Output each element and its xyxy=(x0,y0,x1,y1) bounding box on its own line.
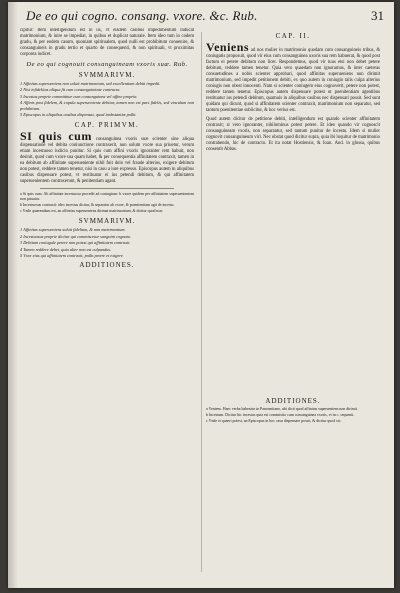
chapter-heading: CAP. PRIMVM. xyxy=(74,121,140,130)
summary-heading: SVMMARIVM. xyxy=(78,71,136,79)
summary-item: 3 Debitum coniugale petere non potest qui affinitatem contraxit. xyxy=(20,240,131,246)
chapter-dropcap: Veniens xyxy=(206,40,250,54)
page-fold-shadow xyxy=(8,2,18,588)
rubric-lemma: De eo qui cognouit consanguineam vxoris suæ. Rub. xyxy=(26,61,188,68)
summary-item: 4 Affinis post fidelem, & copula superueniente debitur, tamen non est pars fidelis, sed vinculum non prohibitum. xyxy=(20,100,194,111)
gloss-note: c Vnde quærendum est, an affinitas superueniens dirimat matrimonium, & dicitur quod non. xyxy=(20,209,164,214)
chapter-dropcap: SI quis cum xyxy=(20,129,92,144)
gloss-note: c Vnde et quaeri potest, an Episcopus in hoc casu dispensare possit, & dicitur quod sic. xyxy=(206,419,342,423)
gloss-note: b Incestuosus contraxit: ideo incestus dicitur, & separatur ab vxore, & poenitentiam agit de incestu. xyxy=(20,203,175,208)
additions-heading: ADDITIONES. xyxy=(265,397,321,405)
running-head-title: De eo qui cogno. consang. vxore. &c. Rub. xyxy=(26,8,258,23)
summary-item: 4 Tamen reddere debet, quia alter non est culpandus. xyxy=(20,246,112,252)
summary-item: 1 Affinitas superueniens soluit fidelium, & non matrimonium. xyxy=(20,227,126,233)
summary-item: 1 Affinitas superueniens non soluit matrimonium, sed excellentiam debiti impedit. xyxy=(20,81,161,86)
summary-item: 2 Nisi infidelitas aliqua fit cum consanguinitate contracta. xyxy=(20,87,121,93)
gloss-note: b Incestum. Dicitur hic incestus quia est commixtio cum consanguinea vxoris, vt in c. sequenti. xyxy=(206,413,355,417)
summary-item: 3 Incestus proprie committitur cum consanguinea vel affine propria. xyxy=(20,93,138,99)
column-divider xyxy=(201,32,202,572)
divider-rule xyxy=(40,188,174,189)
intro-paragraph: cipitur: Item intelligendum est in iis, vt eisdem casibus impedimentum inducat matrimonium, & inire se impediat, in quibus et duplicat naturale. Item ideo tum in codem gradu, & per eodem casum, quoniam spiritualem, quod nulli est prohibitum conuenire, & consanguineis in gradu tertio et quarto de consequenti, & non spirituali, vt proximitas corporea iudicet. xyxy=(20,28,194,57)
right-column xyxy=(206,28,380,394)
chapter-text: consanguinea vxoris suæ scienter sine aliqua dispensatione vel debita coniunctione contraxerit, non solum vxore sua priuetur, verum etiam incestuoso iudicio punitur. Si quis cum affini vxoris ignoranter rem habuit, non desinit, quod cum vxore sua quam habet, & per consequentia affinitatem contraxit, tamen in ea debitum ab affinitate superueniente nihil fuit dolo vel fraude alterius, exigere debitum non potest, reddere tamen tenetur, nisi in casu a iure expresso. Episcopus autem in aliquibus casibus dispensare potest, vt restituatur ei ius petendi debitum, & qui affinitatem superuenientem contraxerunt, & penitentiam agant. xyxy=(20,137,194,185)
chapter-heading: CAP. II. xyxy=(275,32,311,40)
chapter-text: ad nos mulier in matrimonio quodam cum consanguineis tribus, & coniugatis proposuit, quod vir eius cum consanguinea uxoris sua rem habuerat, & quod post factum ei petere debitum non licet. Respondemus, quod vir tuus etsi non debet petere debitum, reddere tamen tenetur. Quia vero quaedam non ignoramus, & inter caeteras consuetudines a nobis scienter approbari, quod affinitas superueniens non dirimit matrimonium, sed impedit petitionem debiti, ex quo autem in coniugio talis culpa alterius coniugis non obest innocenti. Nam si scienter coniugem eius cognoverit, petere non potest, reddere tamen tenetur. Episcopus autem dispensare potest ut poenitentiam agentibus restituatur ius petendi debitum, quamuis in aliquibus casibus nec dispensari possit. Sed sunt quidam qui dicunt, quod si affinitatem scienter contraxit, matrimonium non separatur, sed tantum poenitentiae subiicitur, & hoc verius est. xyxy=(206,48,380,113)
summary-list xyxy=(20,81,194,117)
summary-list xyxy=(20,227,194,258)
left-column xyxy=(20,28,194,580)
gloss-notes xyxy=(20,192,194,214)
book-page xyxy=(8,2,394,588)
summary-heading: SVMMARIVM. xyxy=(78,217,136,226)
summary-item: 2 Incestuosus proprie dicitur qui commiscetur sanguini cognato. xyxy=(20,233,132,239)
gloss-paragraph: Quod autem dicitur de petitione debiti, intelligendum est quando scienter affinitatem contraxit; si vero ignoranter, nihilominus potest petere. Et ideo quando vir cognoscit consanguineam vxoris, non separantur, sed tantum punitur de incestu. Idem si mulier cognovit consanguineum viri. Nec obstat quod dicitur supra, quia ibi loquitur de matrimonio contrahendo, hic de contracto. Et ita notat Hostiensis, & Ioan. And. in glossa, quibus consentit Abbas. xyxy=(206,117,380,152)
right-column-additions xyxy=(206,394,380,580)
gloss-note: a Si quis cum: Ab affinitate incestuosa procedit ad coniugium: b vxore quidem per affinitatem superuenientem non priuatur. xyxy=(20,192,194,202)
gloss-note: a Veniens. Haec verba habentur in Panormitano, ubi dicit quod affinitas superueniens non dirimit. xyxy=(206,407,358,411)
chapter-paragraph xyxy=(206,42,380,114)
running-head xyxy=(26,8,384,26)
additions-heading: ADDITIONES. xyxy=(79,261,135,270)
summary-item: 5 Vxor eius qui affinitatem contraxit, poßit petere et exigere. xyxy=(20,253,124,259)
chapter-paragraph xyxy=(20,131,194,185)
page-number: 31 xyxy=(371,8,384,23)
summary-item: 5 Episcopus in aliquibus casibus dispensat, quod inobstantiæ poßit. xyxy=(20,112,137,118)
